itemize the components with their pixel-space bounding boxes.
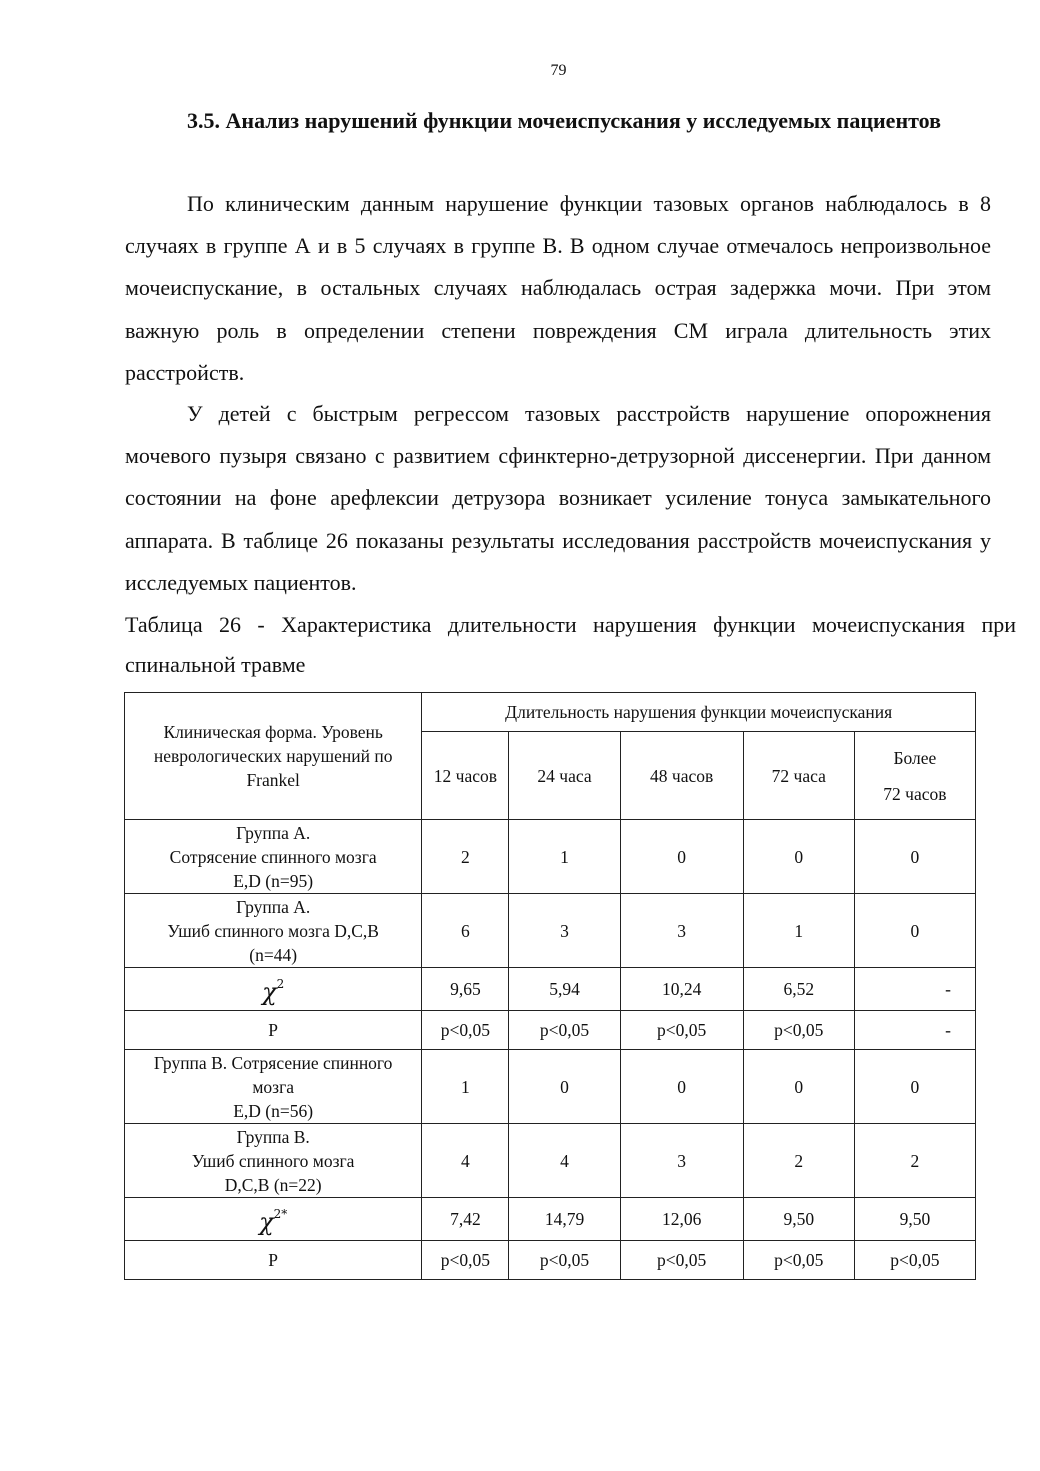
paragraph: У детей с быстрым регрессом тазовых расстройств нарушение опорожнения мочевого пузыря связано с развитием сфинктерно-детрузорной диссенергии. При данном состоянии на фоне арефлексии детрузора возникает усиление тонуса замыкательного аппарата. В таблице 26 показаны результаты исследования расстройств мочеиспускания у исследуемых пациентов. — [125, 401, 991, 595]
row-label-cell — [125, 968, 422, 1011]
row-label-line: P — [268, 1250, 279, 1270]
column-header: 48 часов — [620, 732, 743, 820]
chi-letter: χ — [262, 978, 277, 1006]
row-label-cell — [125, 1241, 422, 1280]
value-cell: 0 — [854, 820, 975, 894]
value-cell: 2 — [422, 820, 509, 894]
row-label-line: P — [268, 1020, 279, 1040]
value-cell: 9,50 — [743, 1198, 854, 1241]
value-cell: 3 — [620, 894, 743, 968]
table-row — [125, 894, 976, 968]
row-label-cell — [125, 1198, 422, 1241]
row-label-cell — [125, 1050, 422, 1124]
chi-superscript: 2* — [273, 1207, 288, 1221]
value-cell: 9,50 — [854, 1198, 975, 1241]
value-cell: 1 — [509, 820, 620, 894]
value-cell: 1 — [422, 1050, 509, 1124]
value-cell: 0 — [509, 1050, 620, 1124]
value-cell: 3 — [509, 894, 620, 968]
page-number: 79 — [550, 62, 567, 79]
column-header: 24 часа — [509, 732, 620, 820]
value-cell: 6,52 — [743, 968, 854, 1011]
row-label-line: Ушиб спинного мозга — [191, 1150, 355, 1171]
value-cell: 0 — [620, 820, 743, 894]
value-cell: 10,24 — [620, 968, 743, 1011]
row-label-line: мозга — [252, 1076, 295, 1097]
table-row — [125, 820, 976, 894]
column-header-line: Более — [893, 747, 937, 768]
value-cell: - — [854, 968, 975, 1011]
value-cell: p<0,05 — [422, 1011, 509, 1050]
row-label-cell — [125, 1124, 422, 1198]
row-label-line: (n=44) — [249, 944, 298, 965]
row-label-line: Группа В. — [236, 1126, 310, 1147]
table-body — [125, 820, 976, 1280]
row-label-cell — [125, 820, 422, 894]
value-cell: 0 — [854, 1050, 975, 1124]
chi-letter: χ — [259, 1208, 274, 1236]
value-cell: 7,42 — [422, 1198, 509, 1241]
value-cell: 12,06 — [620, 1198, 743, 1241]
value-cell: - — [854, 1011, 975, 1050]
value-cell: 14,79 — [509, 1198, 620, 1241]
value-cell: 0 — [620, 1050, 743, 1124]
value-cell: 0 — [854, 894, 975, 968]
column-header: 12 часов — [422, 732, 509, 820]
value-cell: 2 — [854, 1124, 975, 1198]
value-cell: 5,94 — [509, 968, 620, 1011]
column-header-line: 72 часов — [883, 783, 947, 804]
value-cell: 3 — [620, 1124, 743, 1198]
row-label-line: E,D (n=95) — [233, 870, 314, 891]
chi-superscript: 2 — [276, 977, 285, 991]
label-header-cell: Клиническая форма. Уровень неврологических нарушений по Frankel — [125, 693, 422, 820]
results-table — [124, 692, 976, 1280]
value-cell: 1 — [743, 894, 854, 968]
row-label-line: E,D (n=56) — [233, 1100, 314, 1121]
row-label-line: Группа А. — [236, 822, 311, 843]
column-header — [854, 732, 975, 820]
value-cell: 6 — [422, 894, 509, 968]
value-cell: p<0,05 — [620, 1241, 743, 1280]
row-label-line: Группа В. Сотрясение спинного — [153, 1052, 393, 1073]
value-cell: 9,65 — [422, 968, 509, 1011]
value-cell: 0 — [743, 1050, 854, 1124]
row-label-line: Ушиб спинного мозга D,C,B — [167, 920, 379, 941]
table-row — [125, 1050, 976, 1124]
value-cell: p<0,05 — [854, 1241, 975, 1280]
table-row — [125, 1241, 976, 1280]
value-cell: p<0,05 — [743, 1011, 854, 1050]
row-label-cell — [125, 894, 422, 968]
row-label-line: D,C,B (n=22) — [224, 1174, 322, 1195]
value-cell: 4 — [509, 1124, 620, 1198]
table-row — [125, 968, 976, 1011]
column-header: 72 часа — [743, 732, 854, 820]
table-row — [125, 1198, 976, 1241]
table-caption: Таблица 26 - Характеристика длительности нарушения функции мочеиспускания при спинальной травме — [125, 612, 1016, 677]
table-row — [125, 1011, 976, 1050]
chi-square-symbol — [259, 1208, 287, 1236]
value-cell: 4 — [422, 1124, 509, 1198]
table-row — [125, 1124, 976, 1198]
value-cell: p<0,05 — [620, 1011, 743, 1050]
table-header-row — [125, 693, 976, 732]
value-cell: 0 — [743, 820, 854, 894]
section-heading: 3.5. Анализ нарушений функции мочеиспускания у исследуемых пациентов — [187, 108, 941, 133]
value-cell: 2 — [743, 1124, 854, 1198]
chi-square-symbol — [262, 978, 284, 1006]
paragraph: По клиническим данным нарушение функции тазовых органов наблюдалось в 8 случаях в группе А и в 5 случаях в группе В. В одном случае отмечалось непроизвольное мочеиспускание, в остальных случаях наблюдалась острая задержка мочи. При этом важную роль в определении степени повреждения СМ играла длительность этих расстройств. — [125, 191, 991, 385]
group-header-cell: Длительность нарушения функции мочеиспускания — [422, 693, 976, 732]
row-label-line: Группа А. — [236, 896, 311, 917]
value-cell: p<0,05 — [509, 1241, 620, 1280]
value-cell: p<0,05 — [422, 1241, 509, 1280]
row-label-line: Сотрясение спинного мозга — [169, 846, 377, 867]
row-label-cell — [125, 1011, 422, 1050]
value-cell: p<0,05 — [509, 1011, 620, 1050]
value-cell: p<0,05 — [743, 1241, 854, 1280]
